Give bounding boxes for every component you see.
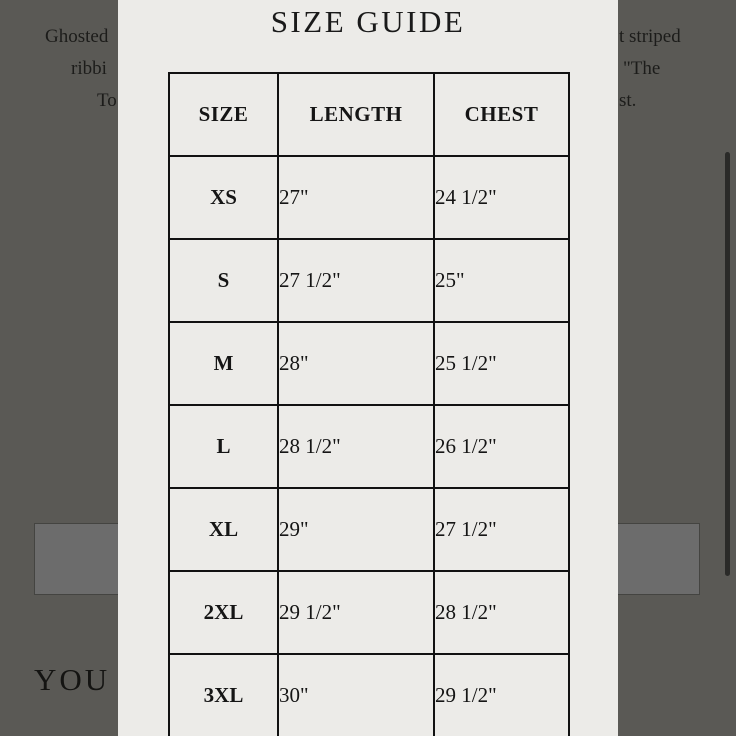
column-header-length: LENGTH [278, 73, 434, 156]
modal-title: SIZE GUIDE [270, 4, 466, 39]
page-scrollbar[interactable] [725, 152, 730, 576]
length-cell: 29" [278, 488, 434, 571]
size-cell: M [169, 322, 278, 405]
size-cell: 3XL [169, 654, 278, 736]
table-row [169, 322, 569, 405]
size-cell: 2XL [169, 571, 278, 654]
product-description-line-3-left: To [97, 90, 117, 111]
product-description-line-1-right: t striped [619, 26, 681, 47]
size-cell: XL [169, 488, 278, 571]
size-guide-modal [118, 0, 618, 736]
length-cell: 28" [278, 322, 434, 405]
product-description-line-2-left: ribbi [71, 58, 107, 79]
length-cell: 29 1/2" [278, 571, 434, 654]
chest-cell: 29 1/2" [434, 654, 569, 736]
column-header-chest: CHEST [434, 73, 569, 156]
chest-cell: 25" [434, 239, 569, 322]
size-cell: XS [169, 156, 278, 239]
length-cell: 30" [278, 654, 434, 736]
length-cell: 28 1/2" [278, 405, 434, 488]
size-table [168, 72, 570, 736]
size-cell: L [169, 405, 278, 488]
table-row [169, 571, 569, 654]
chest-cell: 28 1/2" [434, 571, 569, 654]
related-section-heading: YOU [34, 662, 111, 697]
length-cell: 27 1/2" [278, 239, 434, 322]
table-row [169, 239, 569, 322]
product-description-line-2-right: "The [623, 58, 661, 79]
column-header-size: SIZE [169, 73, 278, 156]
chest-cell: 25 1/2" [434, 322, 569, 405]
size-cell: S [169, 239, 278, 322]
product-description-line-1-left: Ghosted [45, 26, 109, 47]
table-header-row [169, 73, 569, 156]
table-row [169, 405, 569, 488]
chest-cell: 27 1/2" [434, 488, 569, 571]
length-cell: 27" [278, 156, 434, 239]
product-description-line-3-right: st. [619, 90, 637, 111]
table-row [169, 488, 569, 571]
chest-cell: 26 1/2" [434, 405, 569, 488]
table-row [169, 654, 569, 736]
table-row [169, 156, 569, 239]
chest-cell: 24 1/2" [434, 156, 569, 239]
